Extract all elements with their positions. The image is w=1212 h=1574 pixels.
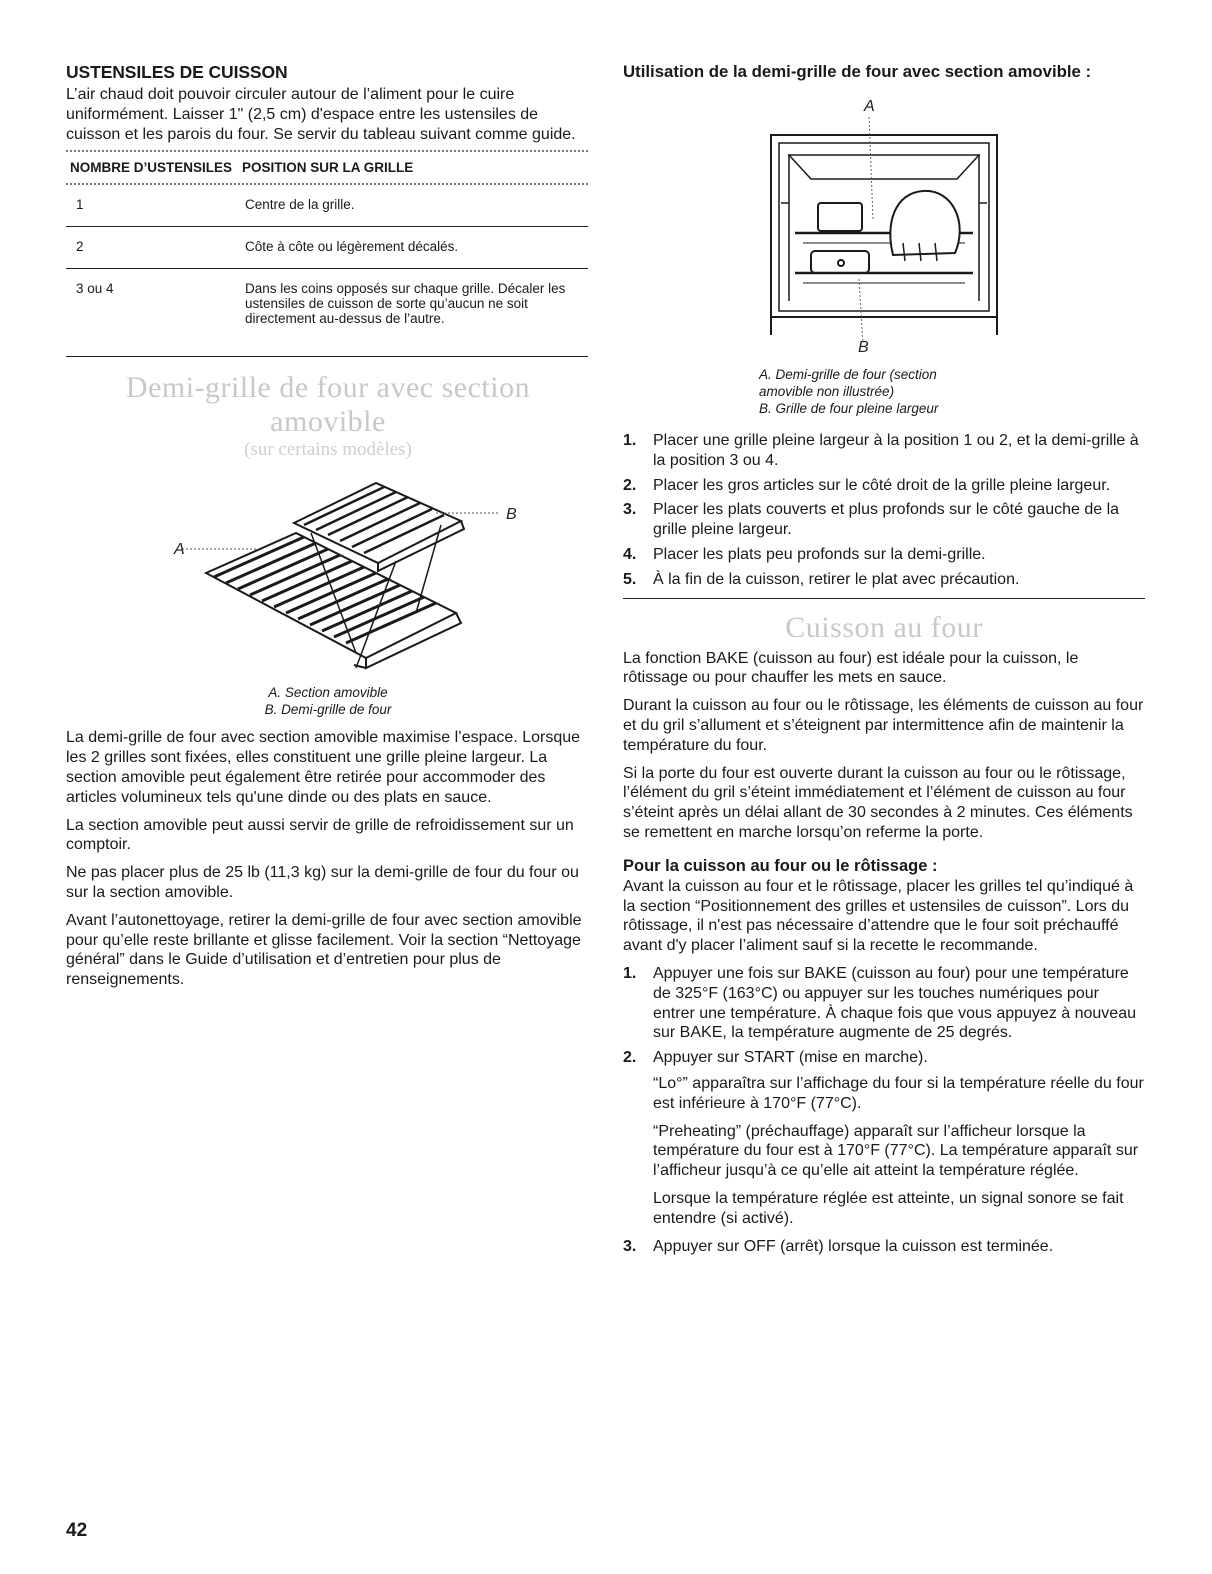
half-rack-illustration [66,463,590,675]
col-header-position: POSITION SUR LA GRILLE [242,160,414,176]
step-note: Lorsque la température réglée est atteinte, un signal sonore se fait entendre (si activé). [653,1189,1124,1227]
row-position: Centre de la grille. [245,197,355,213]
step-text: Placer les plats peu profonds sur la demi-grille. [653,545,986,563]
row-count: 2 [76,239,84,255]
step-text: À la fin de la cuisson, retirer le plat avec précaution. [653,570,1020,588]
step-number: 2. [623,1049,637,1067]
figure-label-b: B [858,339,869,356]
figure-label-a: A [864,98,875,115]
step-number: 3. [623,1237,637,1255]
section-rule [623,598,1145,599]
step-text: Appuyer sur START (mise en marche). [653,1049,928,1067]
row-count: 3 ou 4 [76,281,114,297]
page-number: 42 [66,1520,88,1541]
step-note: “Preheating” (préchauffage) apparaît sur l’afficheur lorsque la température du four est à 170°F (77°C). La température apparaît sur l’afficheur jusqu’à ce qu’elle ait atteint la température réglée. [653,1122,1139,1180]
table-row [66,185,588,227]
table-header [66,152,588,183]
half-rack-paragraph: Ne pas placer plus de 25 lb (11,3 kg) sur la demi-grille de four du four ou sur la section amovible. [66,864,579,901]
col-header-count: NOMBRE D’USTENSILES [70,160,233,176]
table-bottom-rule [66,356,588,357]
bake-steps [623,964,1145,1256]
row-count: 1 [76,197,84,213]
caption-b: B. Demi-grille de four [264,702,392,718]
list-item [623,500,1145,540]
half-rack-paragraph: Avant l’autonettoyage, retirer la demi-grille de four avec section amovible pour qu’elle reste brillante et glisse facilement. Voir la section “Nettoyage général” dans le Guide d’utilisation et d’entretien pour plus de renseignements. [66,911,582,989]
row-position: Dans les coins opposés sur chaque grille. Décaler les ustensiles de cuisson de sorte qu’aucun ne soit directement au-dessus de l’autre. [245,281,566,327]
cookware-table [66,150,588,357]
step-text: Appuyer une fois sur BAKE (cuisson au four) pour une température de 325°F (163°C) ou appuyer sur les touches numériques pour entrer une température. À chaque fois que vous appuyez à nouveau sur BAKE, la température augmente de 25 degrés. [653,964,1136,1042]
figure-label-b: B [506,506,517,524]
row-position: Côte à côte ou légèrement décalés. [245,239,459,255]
half-rack-section-title: Demi-grille de four avec section amovible [125,371,531,439]
list-item [623,545,1145,565]
caption-a: A. Section amovible [268,685,388,701]
bake-subheading: Pour la cuisson au four ou le rôtissage : [623,856,938,875]
step-number: 3. [623,501,637,519]
half-rack-paragraph: La demi-grille de four avec section amovible maximise l’espace. Lorsque les 2 grilles sont fixées, elles constituent une grille pleine largeur. La section amovible peut également être retirée pour accommoder des articles volumineux tels qu'une dinde ou des plats en sauce. [66,729,581,806]
caption-b: B. Grille de four pleine largeur [759,401,939,416]
step-text: Appuyer sur OFF (arrêt) lorsque la cuisson est terminée. [653,1237,1054,1255]
step-text: Placer les gros articles sur le côté droit de la grille pleine largeur. [653,476,1111,494]
step-number: 1. [623,964,637,982]
bake-section-title: Cuisson au four [785,610,983,644]
step-text: Placer les plats couverts et plus profonds sur le côté gauche de la grille pleine largeur. [653,501,1120,539]
list-item [623,570,1145,590]
figure-label-a: A [174,541,185,559]
list-item [623,1237,1145,1257]
bake-paragraph: Si la porte du four est ouverte durant la cuisson au four ou le rôtissage, l’élément du gril s’éteint immédiatement et l’élément de cuisson au four s’éteint après un délai allant de 30 secondes à 2 minutes. Ces éléments se remettent en marche lorsqu’on referme la porte. [623,764,1133,841]
half-rack-caption [66,684,590,718]
bake-sub-intro: Avant la cuisson au four et le rôtissage, placer les grilles tel qu’indiqué à la section “Positionnement des grilles et ustensiles de cuisson”. Lors du rôtissage, il n'est pas nécessaire d’attendre que le four soit préchauffé avant d'y placer l’aliment sauf si la recette le recommande. [623,877,1134,955]
usage-steps [623,431,1145,590]
list-item [623,476,1145,496]
bake-paragraph: Durant la cuisson au four ou le rôtissage, les éléments de cuisson au four et du gril s’allument et s’éteignent par intermittence afin de maintenir la température du four. [623,697,1144,754]
oven-caption [623,366,1145,417]
half-rack-section-subtitle: (sur certains modèles) [244,439,412,461]
usage-heading: Utilisation de la demi-grille de four avec section amovible : [623,62,1092,81]
step-number: 5. [623,570,637,588]
half-rack-paragraph: La section amovible peut aussi servir de grille de refroidissement sur un comptoir. [66,816,574,854]
caption-a: A. Demi-grille de four (section amovible non illustrée) [759,367,937,399]
step-number: 2. [623,476,637,494]
oven-interior-illustration [623,83,1145,343]
list-item [623,1048,1145,1228]
table-row [66,269,588,356]
bake-paragraph: La fonction BAKE (cuisson au four) est idéale pour la cuisson, le rôtissage ou pour chauffer les mets en sauce. [623,649,1079,687]
right-column [623,62,1145,1264]
list-item [623,431,1145,471]
step-number: 1. [623,432,637,449]
cookware-intro: L’air chaud doit pouvoir circuler autour de l’aliment pour le cuire uniformément. Laisser 1" (2,5 cm) d'espace entre les ustensiles de cuisson et les parois du four. Se servir du tableau suivant comme guide. [66,86,576,143]
step-text: Placer une grille pleine largeur à la position 1 ou 2, et la demi-grille à la position 3 ou 4. [653,432,1139,469]
list-item [623,964,1145,1043]
step-number: 4. [623,545,637,563]
table-row [66,227,588,269]
step-note: “Lo°” apparaîtra sur l’affichage du four si la température réelle du four est inférieure à 170°F (77°C). [653,1074,1144,1112]
cookware-heading: USTENSILES DE CUISSON [66,62,288,82]
left-column [66,62,590,998]
